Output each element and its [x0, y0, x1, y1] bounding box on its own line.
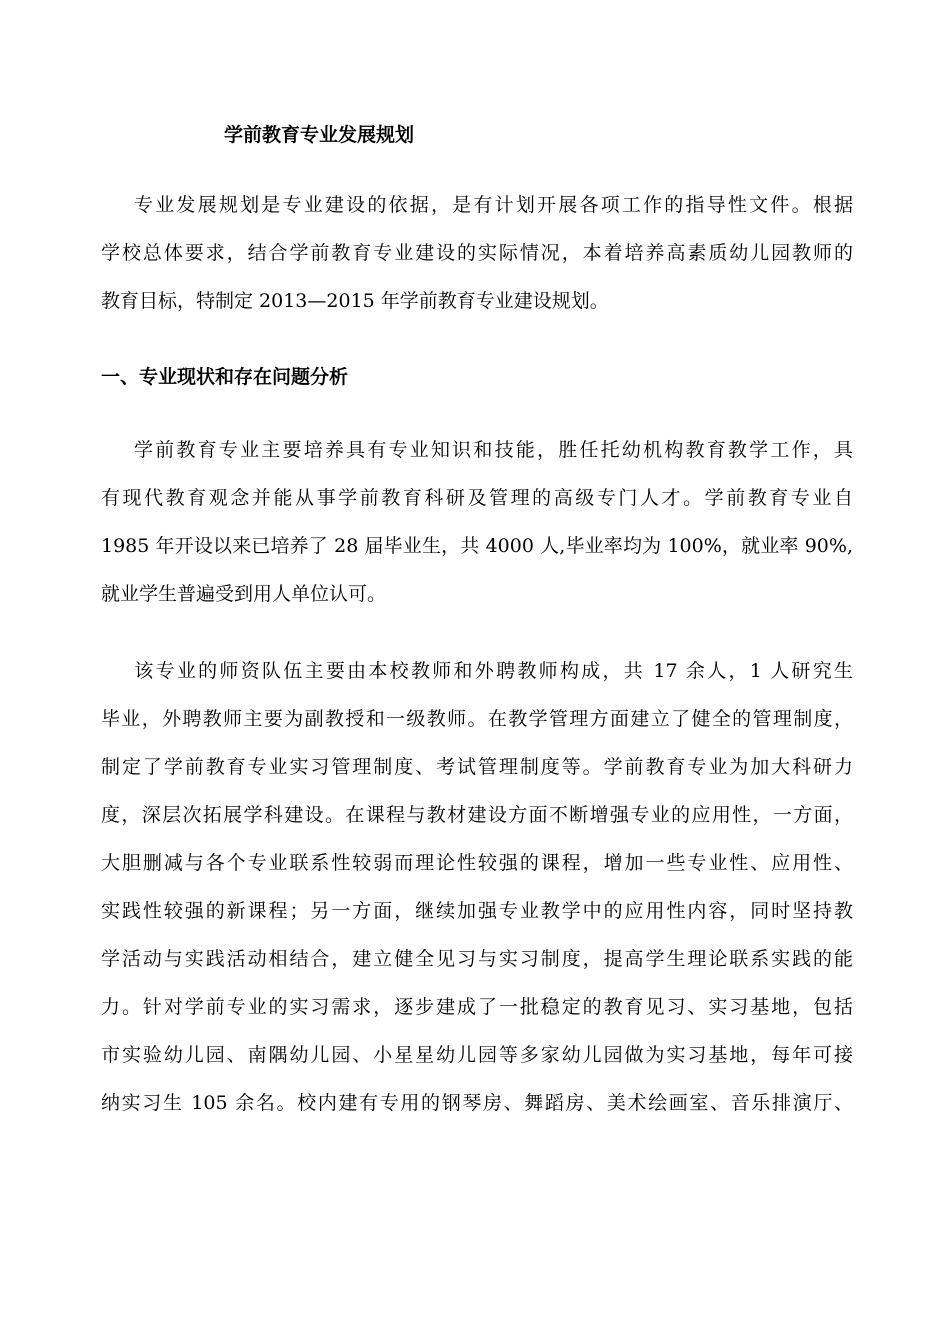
text-line: 学前教育专业主要培养具有专业知识和技能，胜任托幼机构教育教学工作，具: [101, 439, 853, 461]
text-line: 市实验幼儿园、南隅幼儿园、小星星幼儿园等多家幼儿园做为实习基地，每年可接: [101, 1044, 853, 1066]
text-line: 实践性较强的新课程；另一方面，继续加强专业教学中的应用性内容，同时坚持教: [101, 900, 853, 922]
text-line: 专业发展规划是专业建设的依据，是有计划开展各项工作的指导性文件。根据: [101, 194, 853, 216]
text-line: 制定了学前教育专业实习管理制度、考试管理制度等。学前教育专业为加大科研力: [101, 756, 853, 778]
text-line: 力。针对学前专业的实习需求，逐步建成了一批稳定的教育见习、实习基地，包括: [101, 996, 853, 1018]
text-line: 有现代教育观念并能从事学前教育科研及管理的高级专门人才。学前教育专业自: [101, 487, 853, 509]
text-line: 毕业，外聘教师主要为副教授和一级教师。在教学管理方面建立了健全的管理制度，: [101, 708, 853, 730]
text-line: 1985 年开设以来已培养了 28 届毕业生，共 4000 人,毕业率均为 100%，就业率 90%,: [101, 535, 853, 557]
text-line: 度，深层次拓展学科建设。在课程与教材建设方面不断增强专业的应用性，一方面，: [101, 804, 853, 826]
text-line: 纳实习生 105 余名。校内建有专用的钢琴房、舞蹈房、美术绘画室、音乐排演厅、: [101, 1092, 853, 1114]
text-line: 大胆删减与各个专业联系性较弱而理论性较强的课程，增加一些专业性、应用性、: [101, 852, 853, 874]
text-line: 学活动与实践活动相结合，建立健全见习与实习制度，提高学生理论联系实践的能: [101, 948, 853, 970]
section-heading: 一、专业现状和存在问题分析: [101, 366, 349, 388]
section1-paragraph-1: [101, 426, 853, 618]
text-line: 学校总体要求，结合学前教育专业建设的实际情况，本着培养高素质幼儿园教师的: [101, 242, 853, 264]
text-line: 就业学生普遍受到用人单位认可。: [101, 583, 387, 605]
intro-paragraph: [101, 181, 853, 325]
text-line: 该专业的师资队伍主要由本校教师和外聘教师构成，共 17 余人，1 人研究生: [101, 660, 853, 682]
section1-paragraph-2: [101, 647, 853, 1127]
document-title: 学前教育专业发展规划: [224, 124, 415, 146]
text-line: 教育目标，特制定 2013—2015 年学前教育专业建设规划。: [101, 290, 609, 312]
